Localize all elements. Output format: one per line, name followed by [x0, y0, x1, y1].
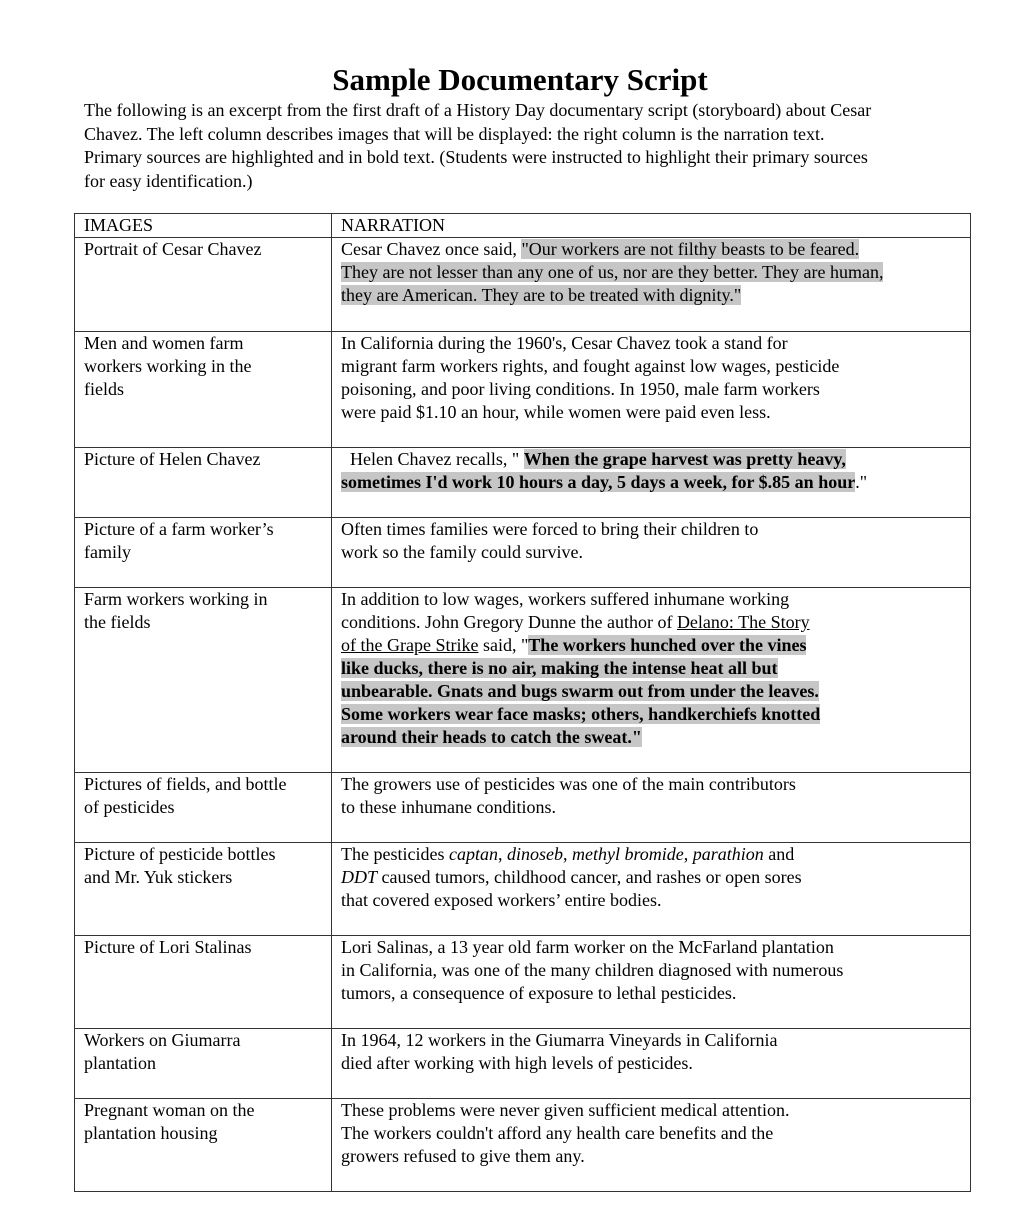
narration-line [341, 611, 962, 634]
primary-source-highlight: unbearable. Gnats and bugs swarm out from under the leaves. [341, 681, 819, 701]
image-description-line: Pregnant woman on the [84, 1100, 255, 1120]
narration-cell [332, 238, 971, 332]
image-description-line: of pesticides [84, 797, 175, 817]
header-narration: NARRATION [332, 214, 971, 238]
primary-source-highlight: "Our workers are not filthy beasts to be feared. [521, 239, 860, 259]
narration-line [341, 332, 962, 355]
narration-line [341, 378, 962, 401]
narration-line [341, 1145, 962, 1168]
narration-text: The growers use of pesticides was one of the main contributors [341, 774, 796, 794]
narration-text: poisoning, and poor living conditions. In 1950, male farm workers [341, 379, 820, 399]
image-description-cell [75, 843, 332, 936]
narration-line [341, 355, 962, 378]
narration-text: Delano: The Story [676, 612, 810, 632]
image-description-line: workers working in the [84, 356, 252, 376]
image-description-line: fields [84, 379, 124, 399]
narration-line [341, 959, 962, 982]
image-description-line: Picture of a farm worker’s [84, 519, 274, 539]
narration-cell [332, 588, 971, 773]
narration-text: methyl bromide [571, 844, 684, 864]
page-title: Sample Documentary Script [332, 62, 708, 97]
intro-paragraph [84, 99, 984, 193]
image-description-line: plantation housing [84, 1123, 218, 1143]
primary-source-highlight: sometimes I'd work 10 hours a day, 5 days a week, for $.85 an hour [341, 472, 856, 492]
primary-source-highlight: around their heads to catch the sweat." [341, 727, 642, 747]
narration-line [341, 471, 962, 494]
primary-source-highlight: they are American. They are to be treated with dignity." [341, 285, 742, 305]
narration-cell [332, 448, 971, 518]
table-row [75, 843, 971, 936]
narration-line [341, 726, 962, 749]
narration-line [341, 773, 962, 796]
narration-line [341, 588, 962, 611]
narration-text: ." [855, 472, 868, 492]
narration-cell [332, 773, 971, 843]
narration-cell [332, 1099, 971, 1192]
primary-source-highlight: When the grape harvest was pretty heavy, [523, 449, 846, 469]
script-table [74, 213, 971, 1192]
narration-text: These problems were never given sufficient medical attention. [341, 1100, 790, 1120]
narration-line [341, 634, 962, 657]
narration-text: Helen Chavez recalls, " [341, 449, 524, 469]
image-description-line: Farm workers working in [84, 589, 268, 609]
narration-text: died after working with high levels of pesticides. [341, 1053, 693, 1073]
image-description-line: Portrait of Cesar Chavez [84, 239, 262, 259]
primary-source-highlight: The workers hunched over the vines [528, 635, 807, 655]
narration-text: dinoseb [506, 844, 563, 864]
intro-line: for easy identification.) [84, 170, 253, 191]
narration-text: to these inhumane conditions. [341, 797, 556, 817]
narration-line [341, 261, 962, 284]
narration-text: that covered exposed workers’ entire bodies. [341, 890, 662, 910]
narration-text: captan [448, 844, 498, 864]
narration-line [341, 843, 962, 866]
narration-line [341, 1122, 962, 1145]
narration-text: DDT [341, 867, 378, 887]
narration-text: work so the family could survive. [341, 542, 583, 562]
narration-line [341, 1099, 962, 1122]
narration-text: caused tumors, childhood cancer, and rashes or open sores [377, 867, 802, 887]
narration-line [341, 448, 962, 471]
narration-text: and [763, 844, 795, 864]
image-description-line: Picture of Helen Chavez [84, 449, 261, 469]
narration-cell [332, 936, 971, 1029]
table-row [75, 518, 971, 588]
image-description-cell [75, 773, 332, 843]
image-description-line: and Mr. Yuk stickers [84, 867, 233, 887]
table-row [75, 588, 971, 773]
narration-text: , [562, 844, 572, 864]
table-row [75, 448, 971, 518]
image-description-cell [75, 1099, 332, 1192]
image-description-line: Workers on Giumarra [84, 1030, 241, 1050]
narration-text: growers refused to give them any. [341, 1146, 585, 1166]
image-description-line: plantation [84, 1053, 156, 1073]
narration-line [341, 401, 962, 424]
narration-text: , [497, 844, 507, 864]
primary-source-highlight: Some workers wear face masks; others, handkerchiefs knotted [341, 704, 821, 724]
narration-text: migrant farm workers rights, and fought against low wages, pesticide [341, 356, 840, 376]
table-row [75, 936, 971, 1029]
table-row [75, 1099, 971, 1192]
narration-text: In California during the 1960's, Cesar Chavez took a stand for [341, 333, 788, 353]
image-description-cell [75, 238, 332, 332]
narration-text: Cesar Chavez once said, [341, 239, 522, 259]
narration-line [341, 238, 962, 261]
narration-text: In addition to low wages, workers suffered inhumane working [341, 589, 790, 609]
narration-line [341, 889, 962, 912]
image-description-cell [75, 518, 332, 588]
narration-line [341, 936, 962, 959]
narration-line [341, 866, 962, 889]
image-description-cell [75, 448, 332, 518]
narration-text: Lori Salinas, a 13 year old farm worker on the McFarland plantation [341, 937, 834, 957]
narration-text: were paid $1.10 an hour, while women were paid even less. [341, 402, 771, 422]
intro-line: Primary sources are highlighted and in bold text. (Students were instructed to highlight their primary sources [84, 147, 868, 167]
narration-text: Often times families were forced to bring their children to [341, 519, 759, 539]
narration-text: The workers couldn't afford any health care benefits and the [341, 1123, 774, 1143]
image-description-cell [75, 588, 332, 773]
image-description-cell [75, 936, 332, 1029]
narration-text: The pesticides [341, 844, 449, 864]
table-row [75, 773, 971, 843]
narration-line [341, 284, 962, 307]
narration-line [341, 518, 962, 541]
narration-text: , [683, 844, 693, 864]
image-description-line: Picture of pesticide bottles [84, 844, 276, 864]
intro-line: Chavez. The left column describes images that will be displayed: the right column is the narration text. [84, 123, 825, 144]
narration-cell [332, 843, 971, 936]
intro-line: The following is an excerpt from the first draft of a History Day documentary script (storyboard) about Cesar [84, 100, 872, 120]
header-images: IMAGES [75, 214, 332, 238]
narration-text: parathion [692, 844, 764, 864]
narration-cell [332, 518, 971, 588]
narration-text: said, " [478, 635, 529, 655]
image-description-line: the fields [84, 612, 151, 632]
table-body [75, 238, 971, 1192]
primary-source-highlight: like ducks, there is no air, making the intense heat all but [341, 658, 778, 678]
table-row [75, 332, 971, 448]
narration-line [341, 541, 962, 564]
narration-line [341, 1029, 962, 1052]
narration-line [341, 796, 962, 819]
image-description-cell [75, 332, 332, 448]
narration-text: of the Grape Strike [341, 635, 479, 655]
primary-source-highlight: They are not lesser than any one of us, nor are they better. They are human, [341, 262, 884, 282]
narration-cell [332, 1029, 971, 1099]
narration-line [341, 982, 962, 1005]
table-header-row [75, 214, 971, 238]
table-row [75, 1029, 971, 1099]
narration-line [341, 703, 962, 726]
narration-line [341, 680, 962, 703]
image-description-line: Picture of Lori Stalinas [84, 937, 252, 957]
narration-text: In 1964, 12 workers in the Giumarra Vineyards in California [341, 1030, 778, 1050]
image-description-line: Pictures of fields, and bottle [84, 774, 287, 794]
narration-line [341, 1052, 962, 1075]
image-description-line: Men and women farm [84, 333, 244, 353]
image-description-line: family [84, 542, 131, 562]
table-row [75, 238, 971, 332]
narration-cell [332, 332, 971, 448]
narration-text: tumors, a consequence of exposure to lethal pesticides. [341, 983, 737, 1003]
narration-text: conditions. John Gregory Dunne the author of [341, 612, 677, 632]
narration-line [341, 657, 962, 680]
narration-text: in California, was one of the many children diagnosed with numerous [341, 960, 844, 980]
image-description-cell [75, 1029, 332, 1099]
